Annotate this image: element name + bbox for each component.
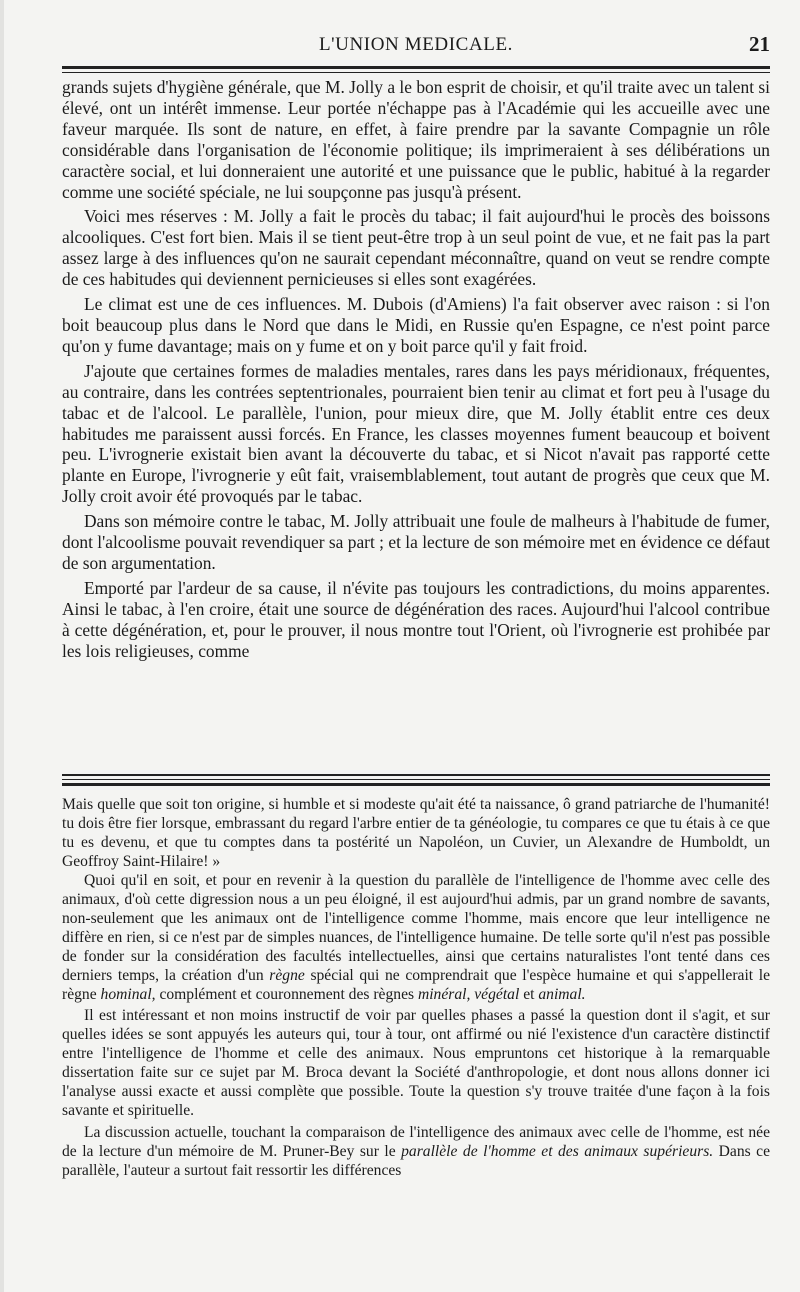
main-paragraph: Voici mes réserves : M. Jolly a fait le procès du tabac; il fait aujourd'hui le procès des boissons alcooliques. C'est fort bien. Mais il se tient peut-être trop à un seul point de vue, et ne fait pas la part assez large à des influences qu'on ne saurait cependant méconnaître, quand on veut se rendre compte de ces habitudes qui deviennent pernicieuses si elles sont exagérées. [62,206,770,290]
page-header [62,30,770,60]
feuilleton-body [62,796,770,1181]
feuilleton-paragraph: Il est intéressant et non moins instructif de voir par quelles phases a passé la question dont il s'agit, et sur quelles idées se sont appuyés les auteurs qui, tour à tour, ont affirmé ou nié l'existence d'un caractère distinctif entre l'intelligence de l'homme et celle des animaux. Nous empruntons cet historique à la remarquable dissertation faite sur ce sujet par M. Broca devant la Société d'anthropologie, et dont nous allons donner ici l'analyse aussi exacte et aussi complète que possible. Toute la question s'y trouve traitée d'une façon à la fois savante et spirituelle. [62,1007,770,1120]
text-run: et [519,985,539,1003]
running-title: L'UNION MEDICALE. [318,34,514,55]
main-paragraph: Emporté par l'ardeur de sa cause, il n'évite pas toujours les contradictions, du moins apparentes. Ainsi le tabac, à l'en croire, était une source de dégénération des races. Aujourd'hui l'alcool contribue à cette dégénération, et, pour le prouver, il nous montre tout l'Orient, où l'ivrognerie est prohibée par les lois religieuses, comme [62,577,770,661]
main-paragraph: Le climat est une de ces influences. M. Dubois (d'Amiens) l'a fait observer avec raison : si l'on boit beaucoup plus dans le Nord que dans le Midi, en Russie qu'en Espagne, ce n'est point parce qu'on y fume davantage; mais on y fume et on y boit parce qu'il y fait froid. [62,294,770,356]
text-run: complément et couronnement des règnes [155,985,418,1003]
text-run: Dans ce parallèle, l'auteur a surtout fait ressortir les différences [62,1143,771,1180]
section-separator-rule [62,774,770,786]
separator-inner-line [62,779,770,780]
feuilleton-paragraph [62,1124,770,1181]
main-paragraph: J'ajoute que certaines formes de maladies mentales, rares dans les pays méridionaux, fréquentes, au contraire, dans les contrées septentrionales, pourraient bien tenir au climat et fort peu à l'usage du tabac et de l'alcool. Le parallèle, l'union, pour mieux dire, que M. Jolly établit entre ces deux habitudes me paraissent aussi forcés. En France, les classes moyennes fument beaucoup et boivent peu. L'ivrognerie existait bien avant la découverte du tabac, et si Nicot n'avait pas rapporté cette plante en Europe, l'ivrognerie y eût fait, vraisemblablement, tout autant de progrès que ceux que M. Jolly croit avoir été provoqués par le tabac. [62,360,770,507]
italic-title: parallèle de l'homme et des animaux supérieurs. [401,1143,714,1161]
main-article-body [62,77,770,661]
feuilleton-paragraph [62,872,770,1005]
main-paragraph: Dans son mémoire contre le tabac, M. Jolly attribuait une foule de malheurs à l'habitude de fumer, dont l'alcoolisme pouvait revendiquer sa part ; et la lecture de son mémoire met en évidence ce défaut de son argumentation. [62,511,770,573]
header-rule [62,66,770,73]
italic-term: hominal, [100,985,156,1003]
text-run: Quoi qu'il en soit, et pour en revenir à la question du parallèle de l'intelligence de l'homme avec celle des animaux, d'où cette digression nous a un peu éloigné, il est aujourd'hui admis, par un grand nombre de savants, non-seulement que les animaux ont de l'intelligence comme l'homme, mais encore que leur intelligence ne diffère en rien, si ce n'est par de simples nuances, de l'intelligence humaine. De telle sorte qu'il n'est pas possible de fonder sur la considération des facultés intellectuelles, ainsi que certains naturalistes l'ont tenté dans ces derniers temps, la création d'un [62,871,770,984]
text-run: spécial qui ne comprendrait que l'espèce humaine et qui s'appellerait le règne [62,966,771,1003]
italic-term: règne [269,966,305,984]
feuilleton-paragraph: Mais quelle que soit ton origine, si humble et si modeste qu'ait été ta naissance, ô grand patriarche de l'humanité! tu dois être fier lorsque, embrassant du regard l'arbre entier de ta généologie, tu compares ce que tu étais à ce que tu es devenu, et que tu comptes dans ta postérité un Napoléon, un Cuvier, un Alexandre de Humboldt, un Geoffroy Saint-Hilaire! » [62,796,770,870]
page-number: 21 [749,32,770,56]
text-run: La discussion actuelle, touchant la comparaison de l'intelligence des animaux avec celle de l'homme, est née de la lecture d'un mémoire de M. Pruner-Bey sur le [62,1124,770,1161]
italic-term: minéral, végétal [417,985,520,1003]
main-paragraph: grands sujets d'hygiène générale, que M. Jolly a le bon esprit de choisir, et qu'il traite avec un talent si élevé, ont un intérêt immense. Leur portée n'échappe pas à l'Académie qui les accueille avec une faveur marquée. Ils sont de nature, en effet, à faire prendre par la savante Compagnie un rôle considérable dans l'organisation de l'économie politique; ils imprimeraient à ses délibérations un caractère social, et lui donneraient une autorité et une puissance que le public, habitué à la regarder comme une société spéciale, ne lui soupçonne pas jusqu'à présent. [62,77,770,202]
italic-term: animal. [538,985,586,1003]
